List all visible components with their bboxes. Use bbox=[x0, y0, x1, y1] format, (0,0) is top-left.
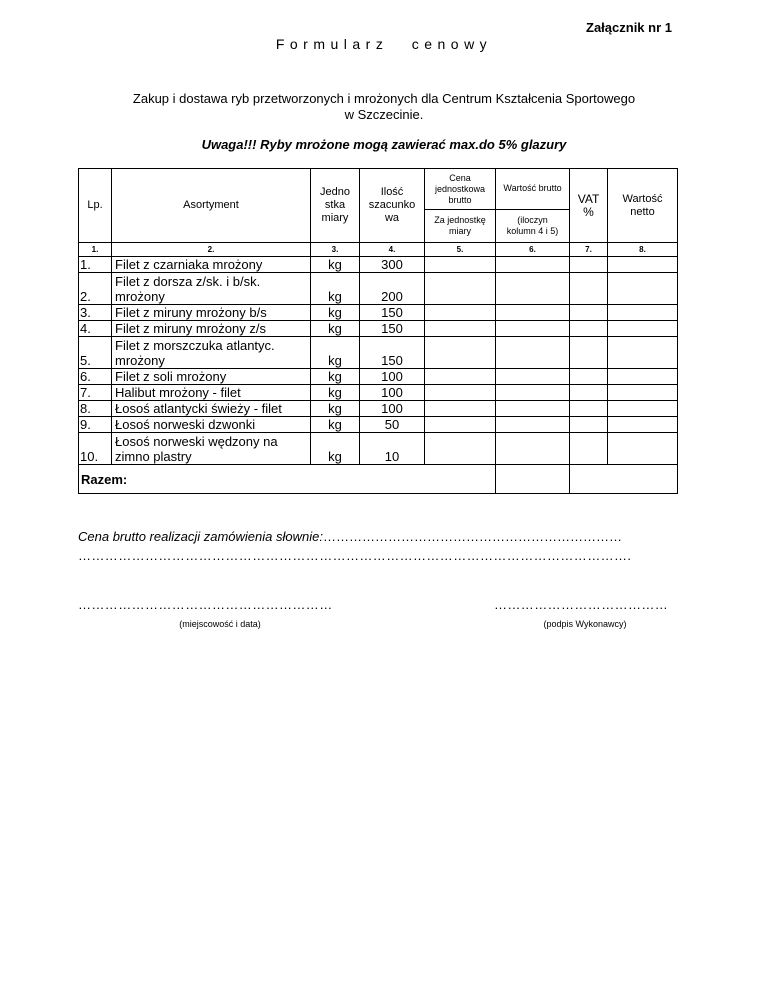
row-unit: kg bbox=[311, 257, 360, 273]
row-quantity: 50 bbox=[360, 417, 425, 433]
total-gross-cell[interactable] bbox=[496, 465, 570, 494]
column-number: 7. bbox=[570, 243, 608, 257]
table-row bbox=[79, 369, 678, 385]
row-unit: kg bbox=[311, 433, 360, 465]
row-net-value-cell[interactable] bbox=[608, 321, 678, 337]
row-quantity: 100 bbox=[360, 369, 425, 385]
row-unit-price-cell[interactable] bbox=[425, 257, 496, 273]
row-gross-value-cell[interactable] bbox=[496, 257, 570, 273]
row-unit: kg bbox=[311, 321, 360, 337]
row-lp: 4. bbox=[79, 321, 112, 337]
column-number-row bbox=[79, 243, 678, 257]
subject-line-2: w Szczecinie. bbox=[344, 107, 424, 122]
row-assortment: Łosoś norweski wędzony na zimno plastry bbox=[112, 433, 311, 465]
table-row bbox=[79, 305, 678, 321]
header-unit-price-sub: Za jednostkę miary bbox=[425, 210, 496, 243]
price-in-words-dots: …………………………………………………………… bbox=[322, 529, 622, 544]
column-number: 2. bbox=[112, 243, 311, 257]
row-assortment: Halibut mrożony - filet bbox=[112, 385, 311, 401]
header-unit-price: Cena jednostkowa brutto bbox=[425, 169, 496, 210]
row-gross-value-cell[interactable] bbox=[496, 305, 570, 321]
row-quantity: 100 bbox=[360, 385, 425, 401]
table-row bbox=[79, 321, 678, 337]
table-row bbox=[79, 433, 678, 465]
row-assortment: Filet z miruny mrożony b/s bbox=[112, 305, 311, 321]
row-gross-value-cell[interactable] bbox=[496, 369, 570, 385]
row-vat-cell[interactable] bbox=[570, 417, 608, 433]
row-net-value-cell[interactable] bbox=[608, 417, 678, 433]
row-assortment: Filet z morszczuka atlantyc. mrożony bbox=[112, 337, 311, 369]
row-vat-cell[interactable] bbox=[570, 369, 608, 385]
column-number: 4. bbox=[360, 243, 425, 257]
table-row bbox=[79, 337, 678, 369]
row-net-value-cell[interactable] bbox=[608, 433, 678, 465]
price-in-words-label: Cena brutto realizacji zamówienia słownie: bbox=[78, 529, 323, 544]
row-net-value-cell[interactable] bbox=[608, 385, 678, 401]
column-number: 5. bbox=[425, 243, 496, 257]
row-assortment: Łosoś norweski dzwonki bbox=[112, 417, 311, 433]
row-assortment: Filet z czarniaka mrożony bbox=[112, 257, 311, 273]
row-unit: kg bbox=[311, 305, 360, 321]
row-gross-value-cell[interactable] bbox=[496, 337, 570, 369]
price-table bbox=[78, 168, 678, 494]
row-lp: 6. bbox=[79, 369, 112, 385]
price-in-words-line[interactable] bbox=[78, 529, 678, 544]
row-unit-price-cell[interactable] bbox=[425, 273, 496, 305]
row-lp: 2. bbox=[79, 273, 112, 305]
row-net-value-cell[interactable] bbox=[608, 305, 678, 321]
column-number: 6. bbox=[496, 243, 570, 257]
row-gross-value-cell[interactable] bbox=[496, 273, 570, 305]
row-quantity: 200 bbox=[360, 273, 425, 305]
price-in-words-continuation[interactable]: ……………………………………………………………………………………………………………. bbox=[78, 548, 632, 563]
row-net-value-cell[interactable] bbox=[608, 337, 678, 369]
row-vat-cell[interactable] bbox=[570, 433, 608, 465]
row-gross-value-cell[interactable] bbox=[496, 417, 570, 433]
table-row bbox=[79, 385, 678, 401]
row-gross-value-cell[interactable] bbox=[496, 385, 570, 401]
header-net-value: Wartość netto bbox=[608, 169, 678, 243]
signature-caption: (podpis Wykonawcy) bbox=[543, 619, 627, 629]
row-lp: 9. bbox=[79, 417, 112, 433]
header-assortment: Asortyment bbox=[112, 169, 311, 243]
table-row bbox=[79, 257, 678, 273]
glaze-warning: Uwaga!!! Ryby mrożone mogą zawierać max.do 5% glazury bbox=[201, 137, 567, 152]
row-quantity: 150 bbox=[360, 321, 425, 337]
row-unit-price-cell[interactable] bbox=[425, 305, 496, 321]
row-quantity: 150 bbox=[360, 305, 425, 321]
row-lp: 8. bbox=[79, 401, 112, 417]
row-vat-cell[interactable] bbox=[570, 257, 608, 273]
row-lp: 3. bbox=[79, 305, 112, 321]
row-assortment: Łosoś atlantycki świeży - filet bbox=[112, 401, 311, 417]
table-row bbox=[79, 401, 678, 417]
row-unit-price-cell[interactable] bbox=[425, 337, 496, 369]
annex-label: Załącznik nr 1 bbox=[586, 20, 672, 35]
row-quantity: 150 bbox=[360, 337, 425, 369]
place-date-caption: (miejscowość i data) bbox=[179, 619, 261, 629]
row-unit-price-cell[interactable] bbox=[425, 385, 496, 401]
subject-line-1: Zakup i dostawa ryb przetworzonych i mrożonych dla Centrum Kształcenia Sportowego bbox=[132, 91, 636, 106]
row-vat-cell[interactable] bbox=[570, 401, 608, 417]
row-unit-price-cell[interactable] bbox=[425, 321, 496, 337]
row-vat-cell[interactable] bbox=[570, 385, 608, 401]
row-lp: 1. bbox=[79, 257, 112, 273]
row-lp: 10. bbox=[79, 433, 112, 465]
row-lp: 5. bbox=[79, 337, 112, 369]
row-assortment: Filet z miruny mrożony z/s bbox=[112, 321, 311, 337]
row-unit-price-cell[interactable] bbox=[425, 417, 496, 433]
header-unit: Jedno stka miary bbox=[311, 169, 360, 243]
header-gross-value-sub: (iloczyn kolumn 4 i 5) bbox=[496, 210, 570, 243]
row-lp: 7. bbox=[79, 385, 112, 401]
signature-field[interactable]: ………………………………… bbox=[494, 597, 669, 612]
row-unit: kg bbox=[311, 273, 360, 305]
row-unit-price-cell[interactable] bbox=[425, 369, 496, 385]
form-title: Formularz cenowy bbox=[275, 36, 493, 52]
header-vat: VAT % bbox=[570, 169, 608, 243]
total-row bbox=[79, 465, 678, 494]
row-unit-price-cell[interactable] bbox=[425, 433, 496, 465]
column-number: 3. bbox=[311, 243, 360, 257]
row-unit-price-cell[interactable] bbox=[425, 401, 496, 417]
column-number: 8. bbox=[608, 243, 678, 257]
row-vat-cell[interactable] bbox=[570, 305, 608, 321]
row-vat-cell[interactable] bbox=[570, 337, 608, 369]
row-quantity: 300 bbox=[360, 257, 425, 273]
row-net-value-cell[interactable] bbox=[608, 369, 678, 385]
header-lp: Lp. bbox=[79, 169, 112, 243]
row-vat-cell[interactable] bbox=[570, 321, 608, 337]
row-gross-value-cell[interactable] bbox=[496, 401, 570, 417]
place-date-field[interactable]: ………………………………………………… bbox=[78, 597, 333, 612]
row-assortment: Filet z soli mrożony bbox=[112, 369, 311, 385]
row-net-value-cell[interactable] bbox=[608, 273, 678, 305]
row-quantity: 10 bbox=[360, 433, 425, 465]
row-vat-cell[interactable] bbox=[570, 273, 608, 305]
row-net-value-cell[interactable] bbox=[608, 401, 678, 417]
total-label: Razem: bbox=[79, 465, 496, 494]
header-quantity: Ilość szacunko wa bbox=[360, 169, 425, 243]
header-row-1 bbox=[79, 169, 678, 210]
row-quantity: 100 bbox=[360, 401, 425, 417]
table-row bbox=[79, 417, 678, 433]
row-unit: kg bbox=[311, 417, 360, 433]
subject-text bbox=[84, 91, 684, 123]
column-number: 1. bbox=[79, 243, 112, 257]
row-gross-value-cell[interactable] bbox=[496, 321, 570, 337]
row-unit: kg bbox=[311, 401, 360, 417]
header-gross-value: Wartość brutto bbox=[496, 169, 570, 210]
row-unit: kg bbox=[311, 337, 360, 369]
total-empty-cell bbox=[570, 465, 678, 494]
row-unit: kg bbox=[311, 385, 360, 401]
row-gross-value-cell[interactable] bbox=[496, 433, 570, 465]
row-unit: kg bbox=[311, 369, 360, 385]
row-assortment: Filet z dorsza z/sk. i b/sk. mrożony bbox=[112, 273, 311, 305]
row-net-value-cell[interactable] bbox=[608, 257, 678, 273]
table-row bbox=[79, 273, 678, 305]
